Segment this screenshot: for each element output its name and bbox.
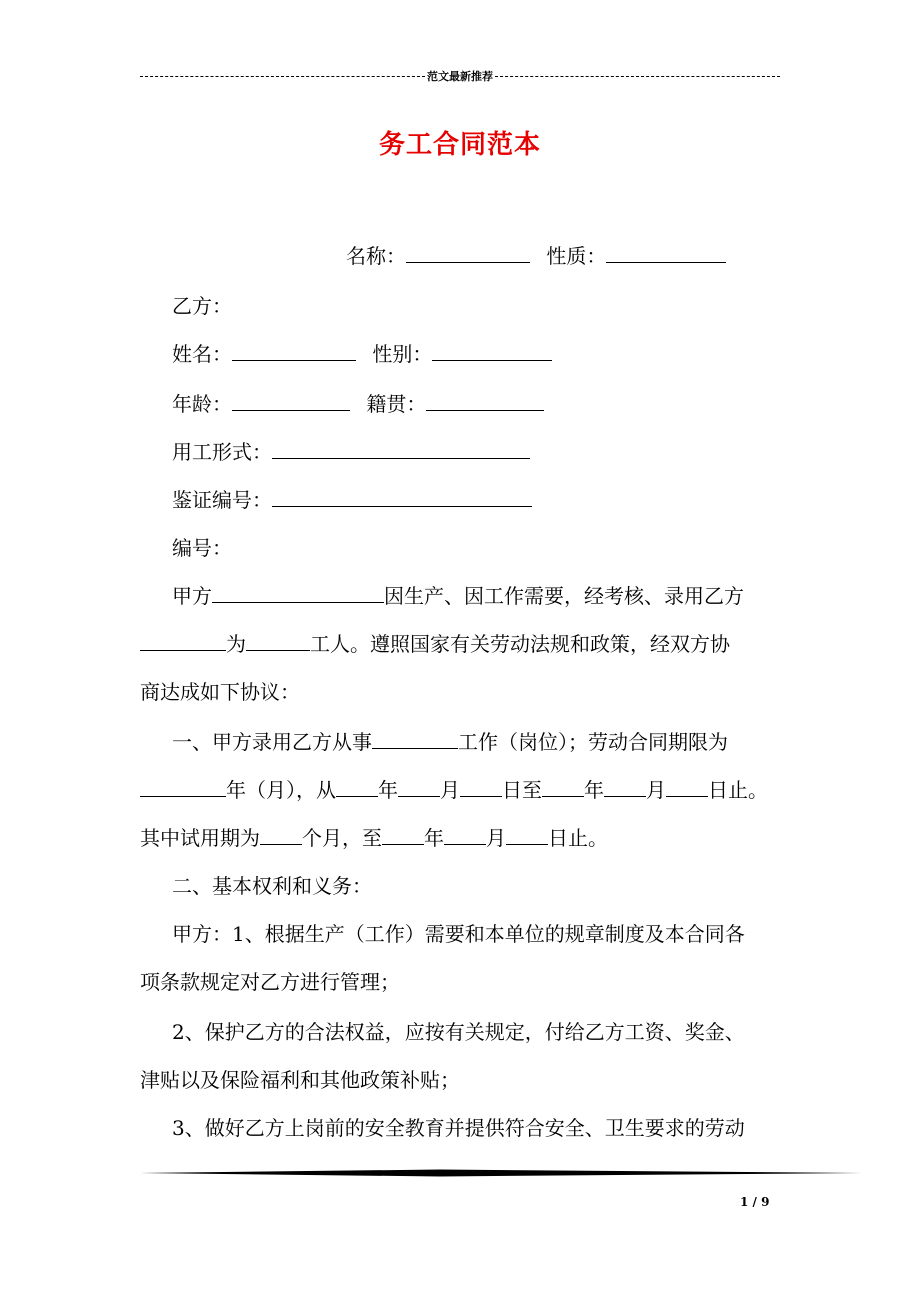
gender-blank: [432, 342, 552, 361]
nature-blank: [606, 244, 726, 263]
body-text: 个月，至: [302, 826, 382, 850]
body-line-10: 2、保护乙方的合法权益，应按有关规定，付给乙方工资、奖金、: [172, 1020, 745, 1044]
blank: [140, 632, 226, 651]
blank: [246, 632, 310, 651]
header-dash-right: [495, 76, 780, 77]
body-line-2: [140, 632, 730, 656]
body-line-1: [172, 584, 744, 608]
page-number: 1 / 9: [740, 1195, 770, 1209]
blank: [506, 826, 548, 845]
name-nature-line: [346, 244, 726, 268]
header-dash-left: [140, 76, 425, 77]
body-text: 其中试用期为: [140, 826, 260, 850]
body-line-6: [140, 826, 608, 850]
employment-form-label: 用工形式：: [172, 440, 272, 464]
body-text: 一、甲方录用乙方从事: [172, 730, 372, 754]
document-title: 务工合同范本: [378, 130, 541, 160]
blank: [382, 826, 424, 845]
native-place-blank: [426, 392, 544, 411]
body-text: 因生产、因工作需要，经考核、录用乙方: [384, 584, 744, 608]
body-text: 甲方: [172, 584, 212, 608]
age-label: 年龄：: [172, 392, 232, 416]
blank: [398, 778, 440, 797]
body-line-5: [140, 778, 768, 802]
person-name-blank: [232, 342, 356, 361]
body-line-11: 津贴以及保险福利和其他政策补贴；: [140, 1068, 460, 1092]
blank: [542, 778, 584, 797]
body-text: 工作（岗位）；劳动合同期限为: [458, 730, 728, 754]
body-text: 日止。: [548, 826, 608, 850]
gender-label: 性别：: [372, 342, 433, 366]
age-native-line: [172, 392, 544, 416]
cert-no-label: 鉴证编号：: [172, 488, 272, 512]
blank: [140, 778, 226, 797]
age-blank: [232, 392, 350, 411]
body-text: 月: [440, 778, 460, 802]
blank: [444, 826, 486, 845]
body-text: 年（月），从: [226, 778, 336, 802]
body-text: 年: [424, 826, 444, 850]
body-text: 日止。: [708, 778, 768, 802]
body-line-4: [172, 730, 728, 754]
employment-form-blank: [272, 440, 530, 459]
footer-divider: [140, 1168, 862, 1178]
party-a-blank: [212, 584, 384, 603]
blank: [336, 778, 378, 797]
blank: [372, 730, 458, 749]
body-line-12: 3、做好乙方上岗前的安全教育并提供符合安全、卫生要求的劳动: [172, 1116, 745, 1140]
employment-form-line: [172, 440, 530, 464]
body-text: 为: [226, 632, 246, 656]
body-text: 年: [378, 778, 398, 802]
native-place-label: 籍贯：: [366, 392, 427, 416]
page-header: [140, 68, 780, 84]
party-b-label: 乙方：: [172, 294, 232, 318]
body-text: 月: [486, 826, 506, 850]
blank: [460, 778, 502, 797]
body-line-8: 甲方：1、根据生产（工作）需要和本单位的规章制度及本合同各: [172, 922, 745, 946]
body-line-3: 商达成如下协议：: [140, 680, 300, 704]
name-label: 名称：: [346, 244, 406, 268]
body-text: 日至: [502, 778, 542, 802]
no-label: 编号：: [172, 536, 232, 560]
person-name-label: 姓名：: [172, 342, 232, 366]
body-line-9: 项条款规定对乙方进行管理；: [140, 970, 400, 994]
body-line-7: 二、基本权利和义务：: [172, 874, 372, 898]
name-blank: [406, 244, 530, 263]
cert-no-line: [172, 488, 532, 512]
person-gender-line: [172, 342, 552, 366]
body-text: 年: [584, 778, 604, 802]
body-text: 月: [646, 778, 666, 802]
nature-label: 性质：: [546, 244, 607, 268]
body-text: 工人。遵照国家有关劳动法规和政策，经双方协: [310, 632, 730, 656]
cert-no-blank: [272, 488, 532, 507]
blank: [604, 778, 646, 797]
blank: [260, 826, 302, 845]
header-label: 范文最新推荐: [427, 70, 493, 83]
blank: [666, 778, 708, 797]
